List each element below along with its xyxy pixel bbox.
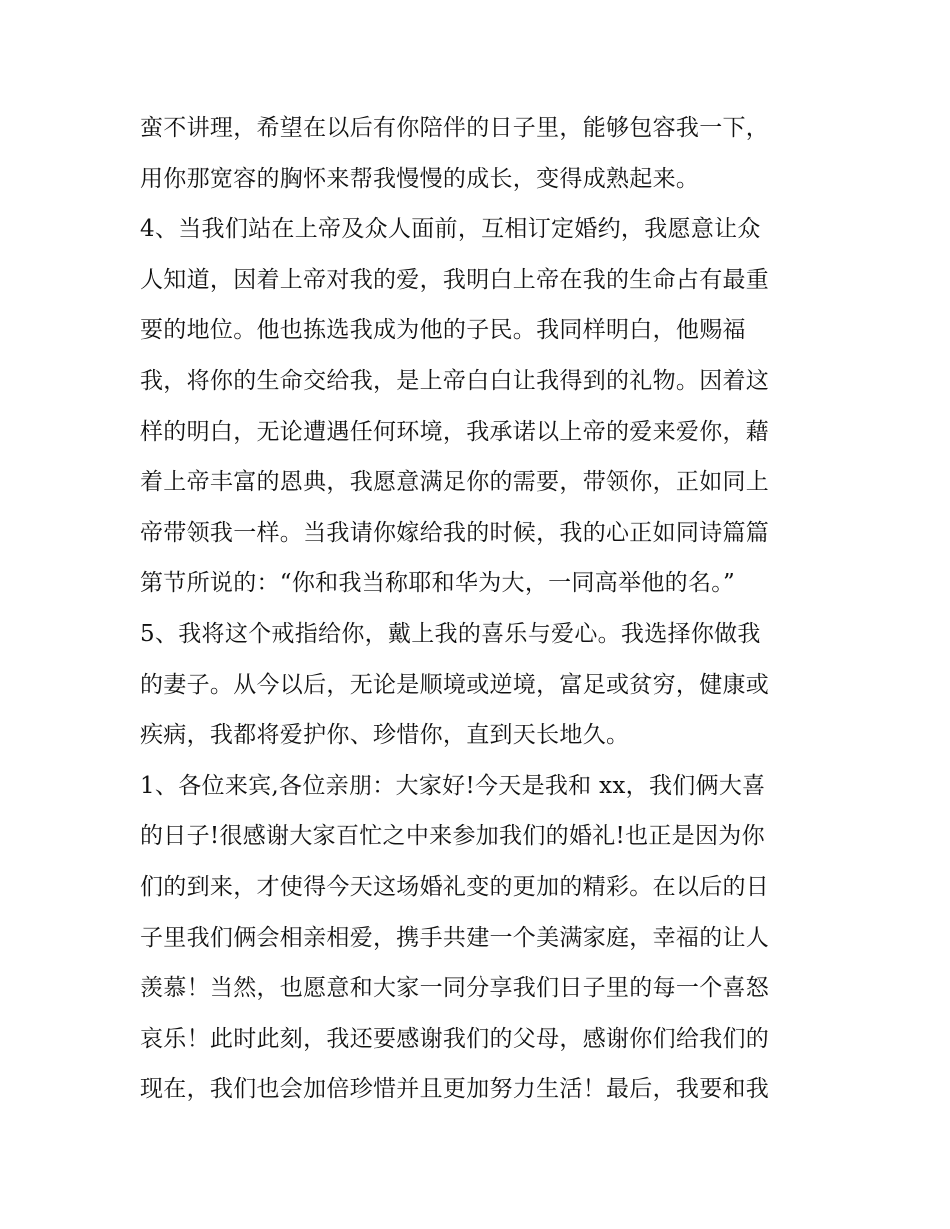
text-line: 样的明白，无论遭遇任何环境，我承诺以上帝的爱来爱你，藉: [140, 418, 770, 445]
text-line: 们的到来，才使得今天这场婚礼变的更加的精彩。在以后的日: [140, 873, 770, 900]
text-line: 哀乐！此时此刻，我还要感谢我们的父母，感谢你们给我们的: [140, 1025, 770, 1052]
body-text: [140, 103, 830, 1115]
text-line: 羡慕！当然，也愿意和大家一同分享我们日子里的每一个喜怒: [140, 975, 770, 1002]
text-line: 4、当我们站在上帝及众人面前，互相订定婚约，我愿意让众: [140, 216, 761, 243]
text-line: 蛮不讲理，希望在以后有你陪伴的日子里，能够包容我一下，: [140, 115, 770, 141]
text-line: 的日子!很感谢大家百忙之中来参加我们的婚礼!也正是因为你: [140, 823, 765, 850]
text-line: 子里我们俩会相亲相爱，携手共建一个美满家庭，幸福的让人: [140, 924, 770, 951]
text-line: 人知道，因着上帝对我的爱，我明白上帝在我的生命占有最重: [140, 266, 770, 293]
text-line: 我，将你的生命交给我，是上帝白白让我得到的礼物。因着这: [140, 367, 770, 394]
text-line: 用你那宽容的胸怀来帮我慢慢的成长，变得成熟起来。: [140, 165, 700, 192]
text-line: 着上帝丰富的恩典，我愿意满足你的需要，带领你，正如同上: [140, 469, 770, 496]
text-line: 5、我将这个戒指给你，戴上我的喜乐与爱心。我选择你做我: [140, 620, 761, 647]
text-line: 现在，我们也会加倍珍惜并且更加努力生活！最后，我要和我: [140, 1076, 770, 1103]
text-line: 要的地位。他也拣选我成为他的子民。我同样明白，他赐福: [140, 317, 746, 344]
text-line: 1、各位来宾,各位亲朋：大家好!今天是我和 xx，我们俩大喜: [140, 772, 766, 799]
text-line: 帝带领我一样。当我请你嫁给我的时候，我的心正如同诗篇篇: [140, 519, 770, 546]
text-line: 疾病，我都将爱护你、珍惜你，直到天长地久。: [140, 722, 630, 749]
text-line: 的妻子。从今以后，无论是顺境或逆境，富足或贫穷，健康或: [140, 671, 770, 698]
text-line: 第节所说的：“你和我当称耶和华为大，一同高举他的名。”: [140, 570, 736, 597]
